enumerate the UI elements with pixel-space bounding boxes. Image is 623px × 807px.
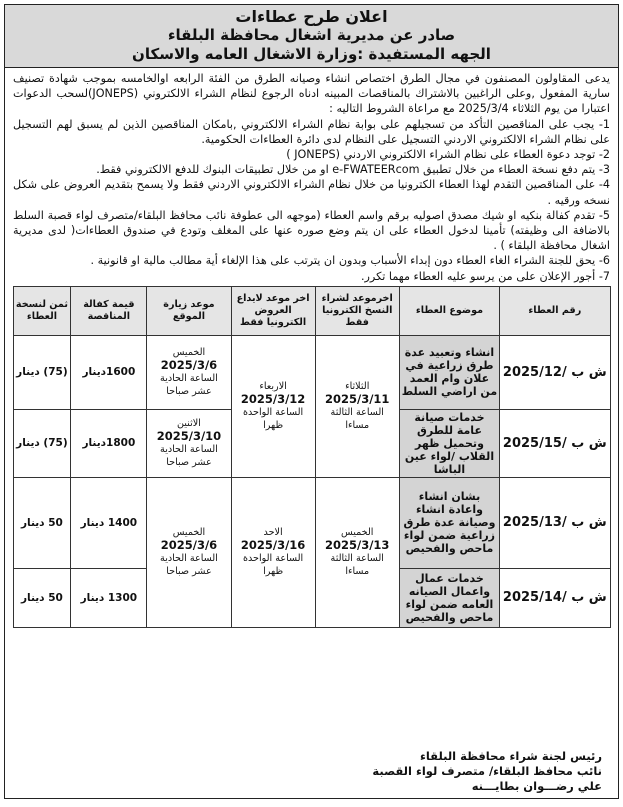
header-guarantee: قيمة كفالة المناقصة xyxy=(71,286,147,335)
table-row xyxy=(13,335,610,409)
visit-date: 2025/3/10 xyxy=(156,429,222,444)
visit-time: الساعة الحادية عشر صباحا xyxy=(160,553,218,578)
header-site-visit: موعد زيارة الموقع xyxy=(147,286,231,335)
sale-day: الخميس xyxy=(340,527,374,539)
sale-time: الساعة الثالثة مساءا xyxy=(330,407,384,432)
submit-day: الاربعاء xyxy=(259,381,287,393)
guarantee-value: 1600دينار xyxy=(71,335,147,409)
announcement-title: اعلان طرح عطاءات xyxy=(235,7,388,26)
tender-announcement xyxy=(4,4,619,799)
visit-date: 2025/3/6 xyxy=(160,538,218,553)
tender-subject: بشان انشاء واعادة انشاء وصيانة عدة طرق زراعية ضمن لواء ماحص والفحيص xyxy=(399,477,499,568)
guarantee-value: 1400 دينار xyxy=(71,477,147,568)
header-copy-price: ثمن لنسخة العطاء xyxy=(13,286,71,335)
header-subject: موضوع العطاء xyxy=(399,286,499,335)
condition-6: 6- يحق للجنة الشراء الغاء العطاء دون إبداء الأسباب وبدون ان يترتب على هذا الإلغاء أية مطالب مالية او قانونية . xyxy=(90,254,610,268)
tender-number: ش ب /2025/13 xyxy=(500,477,610,568)
visit-time: الساعة الحادية عشر صباحا xyxy=(160,373,218,398)
announcement-body xyxy=(5,68,618,284)
submit-date: 2025/3/12 xyxy=(240,392,306,407)
table-header-row xyxy=(13,286,610,335)
last-submit-date xyxy=(231,477,315,627)
condition-2: 2- توجد دعوة العطاء على نظام الشراء الالكتروني الاردني (JONEPS ) xyxy=(286,148,610,162)
header-last-submit: اخر موعد لايداع العروض الكترونيا فقط xyxy=(231,286,315,335)
site-visit xyxy=(147,477,231,627)
condition-4: 4- على المناقصين التقدم لهذا العطاء الكترونيا من خلال نظام الشراء الالكتروني الاردني فقط ولا يسمح بتقديم العروض على شكل نسخه ورقيه . xyxy=(13,178,610,207)
sale-day: الثلاثاء xyxy=(345,381,370,393)
signature-name: علي رضـــوان بطايـــنه xyxy=(471,779,602,793)
submit-date: 2025/3/16 xyxy=(240,538,306,553)
condition-5: 5- تقدم كفالة بنكيه او شيك مصدق اصوليه برقم واسم العطاء (موجهه الى عطوفة نائب محافظ البلقاء/متصرف لواء قصبة السلط بالاضافة الى وظيفته) تأمينا لدخول العطاء على ان يتم وضع صوره عنها على المغلف وتودع في صندوق العطاءات( لدى مديرية اشغال محافظة البلقاء ) . xyxy=(13,208,610,253)
tenders-table xyxy=(13,286,611,628)
signature-position: نائب محافظ البلقاء/ متصرف لواء القصبة xyxy=(372,764,602,778)
signature-title: رئيس لجنة شراء محافظة البلقاء xyxy=(419,749,602,763)
tender-subject: انشاء وتعبيد عدة طرق زراعية في علان وام العمد من اراضي السلط xyxy=(399,335,499,409)
tender-number: ش ب /2025/15 xyxy=(500,409,610,477)
last-sale-date xyxy=(315,477,399,627)
condition-3: 3- يتم دفع نسخة العطاء من خلال تطبيق e-FWATEERcom او من خلال تطبيقات البنوك للدفع الالكتروني فقط. xyxy=(96,163,610,177)
signature-block xyxy=(372,749,602,794)
submit-time: الساعة الواحدة ظهرا xyxy=(242,407,304,432)
submit-day: الاحد xyxy=(263,527,283,539)
tender-number: ش ب /2025/12 xyxy=(500,335,610,409)
tender-subject: خدمات صيانة عامة للطرق وتحميل ظهر القلاب /لواء عين الباشا xyxy=(399,409,499,477)
last-sale-date xyxy=(315,335,399,477)
visit-date: 2025/3/6 xyxy=(160,358,218,373)
copy-price: 50 دينار xyxy=(13,568,71,627)
copy-price: 50 دينار xyxy=(13,477,71,568)
intro-paragraph: يدعى المقاولون المصنفون في مجال الطرق اختصاص انشاء وصيانه الطرق من الفئة الرابعه اوالخامسه بموجب شهادة تصنيف سارية المفعول ,وعلى الراغبين بالاشتراك بالمناقصات المبينه ادناه الرجوع لنظام الشراء الالكتروني (JONEPS)لسحب الدعوات اعتبارا من يوم الثلاثاء 2025/3/4 مع مراعاة الشروط التاليه : xyxy=(13,72,610,116)
issuer-line: صادر عن مديرية اشغال محافظة البلقاء xyxy=(167,26,456,44)
visit-time: الساعة الحادية عشر صباحا xyxy=(160,444,218,469)
visit-day: الخميس xyxy=(172,527,206,539)
site-visit xyxy=(147,409,231,477)
table-row xyxy=(13,477,610,568)
announcement-header xyxy=(5,5,618,68)
visit-day: الاثنين xyxy=(176,418,201,430)
copy-price: (75) دينار xyxy=(13,335,71,409)
header-last-sale: اخرموعد لشراء النسخ الكترونيا فقط xyxy=(315,286,399,335)
visit-day: الخميس xyxy=(172,347,206,359)
copy-price: (75) دينار xyxy=(13,409,71,477)
beneficiary-line: الجهه المستفيدة :وزارة الاشغال العامه والاسكان xyxy=(132,45,491,63)
site-visit xyxy=(147,335,231,409)
guarantee-value: 1300 دينار xyxy=(71,568,147,627)
tender-subject: خدمات عمال واعمال الصيانه العامه ضمن لواء ماحص والفحيص xyxy=(399,568,499,627)
condition-7: 7- أجور الإعلان على من يرسو عليه العطاء مهما تكرر. xyxy=(360,269,610,283)
tender-number: ش ب /2025/14 xyxy=(500,568,610,627)
condition-1: 1- يجب على المناقصين التأكد من تسجيلهم على بوابة نظام الشراء الالكتروني ,بامكان المناقصين الذين لم يسبق لهم التسجيل على نظام الشراء الالكتروني الاردني التسجيل على النظام لدى دائرة العطاءات الحكومية. xyxy=(13,117,610,146)
sale-date: 2025/3/13 xyxy=(325,538,390,553)
header-tender-number: رقم العطاء xyxy=(500,286,610,335)
guarantee-value: 1800دينار xyxy=(71,409,147,477)
last-submit-date xyxy=(231,335,315,477)
sale-time: الساعة الثالثة مساءا xyxy=(330,553,384,578)
submit-time: الساعة الواحدة ظهرا xyxy=(242,553,304,578)
sale-date: 2025/3/11 xyxy=(325,392,390,407)
